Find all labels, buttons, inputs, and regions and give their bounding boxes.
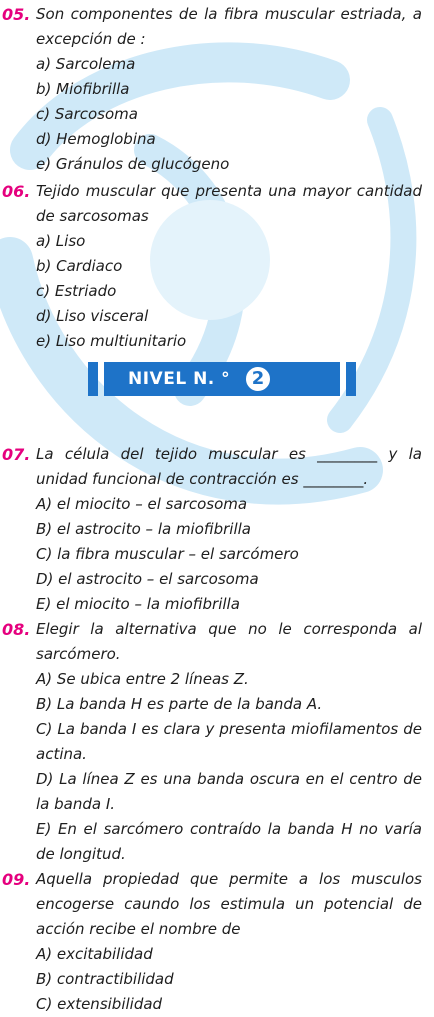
option-list bbox=[36, 229, 422, 354]
question-number: 07. bbox=[2, 445, 31, 464]
banner-left-cap bbox=[88, 362, 98, 396]
option-c[interactable]: c) Sarcosoma bbox=[36, 105, 138, 123]
option-list bbox=[36, 52, 422, 177]
option-list bbox=[36, 667, 422, 867]
option-e[interactable]: E) En el sarcómero contraído la banda H no varía de longitud. bbox=[36, 820, 422, 863]
question-number: 09. bbox=[2, 870, 31, 889]
option-b[interactable]: B) contractibilidad bbox=[36, 970, 174, 988]
option-a[interactable]: A) el miocito – el sarcosoma bbox=[36, 495, 248, 513]
option-list bbox=[36, 492, 422, 617]
question-06 bbox=[2, 179, 422, 354]
option-b[interactable]: b) Cardiaco bbox=[36, 257, 123, 275]
question-stem: La célula del tejido muscular es ________ y la unidad funcional de contracción es ________. bbox=[36, 445, 422, 488]
option-c[interactable]: C) La banda I es clara y presenta miofilamentos de actina. bbox=[36, 720, 422, 763]
option-c[interactable]: C) la fibra muscular – el sarcómero bbox=[36, 545, 299, 563]
question-09 bbox=[2, 867, 422, 1017]
question-number: 05. bbox=[2, 5, 31, 24]
question-stem: Aquella propiedad que permite a los musculos encogerse caundo los estimula un potencial de acción recibe el nombre de bbox=[36, 870, 422, 938]
question-number: 08. bbox=[2, 620, 31, 639]
option-a[interactable]: a) Sarcolema bbox=[36, 55, 136, 73]
question-stem: Elegir la alternativa que no le corresponda al sarcómero. bbox=[36, 620, 422, 663]
option-a[interactable]: A) Se ubica entre 2 líneas Z. bbox=[36, 670, 249, 688]
option-e[interactable]: e) Liso multiunitario bbox=[36, 332, 187, 350]
question-07 bbox=[2, 442, 422, 617]
option-list bbox=[36, 942, 422, 1017]
level-label: NIVEL N. ° bbox=[128, 369, 231, 389]
question-08 bbox=[2, 617, 422, 867]
option-d[interactable]: d) Hemoglobina bbox=[36, 130, 156, 148]
option-a[interactable]: A) excitabilidad bbox=[36, 945, 153, 963]
option-d[interactable]: D) La línea Z es una banda oscura en el centro de la banda I. bbox=[36, 770, 422, 813]
option-e[interactable]: E) el miocito – la miofibrilla bbox=[36, 595, 240, 613]
option-e[interactable]: e) Gránulos de glucógeno bbox=[36, 155, 230, 173]
option-d[interactable]: D) el astrocito – el sarcosoma bbox=[36, 570, 259, 588]
question-stem: Son componentes de la fibra muscular estriada, a excepción de : bbox=[36, 5, 422, 48]
banner-right-cap bbox=[346, 362, 356, 396]
option-d[interactable]: d) Liso visceral bbox=[36, 307, 149, 325]
option-b[interactable]: B) La banda H es parte de la banda A. bbox=[36, 695, 323, 713]
option-b[interactable]: B) el astrocito – la miofibrilla bbox=[36, 520, 251, 538]
level-banner bbox=[88, 362, 356, 396]
option-a[interactable]: a) Liso bbox=[36, 232, 86, 250]
question-05 bbox=[2, 2, 422, 177]
option-c[interactable]: c) Estriado bbox=[36, 282, 117, 300]
option-b[interactable]: b) Miofibrilla bbox=[36, 80, 130, 98]
question-stem: Tejido muscular que presenta una mayor cantidad de sarcosomas bbox=[36, 182, 422, 225]
option-c[interactable]: C) extensibilidad bbox=[36, 995, 163, 1013]
question-number: 06. bbox=[2, 182, 31, 201]
level-number-badge: 2 bbox=[244, 365, 272, 393]
questions-block-2 bbox=[0, 442, 434, 1017]
